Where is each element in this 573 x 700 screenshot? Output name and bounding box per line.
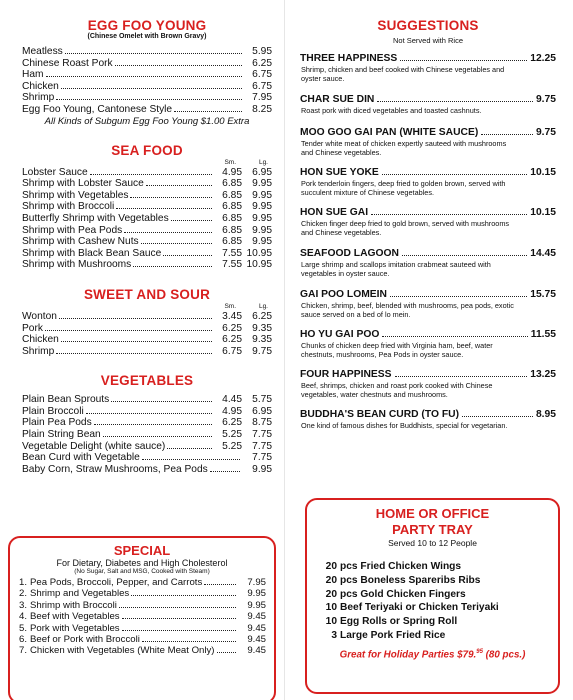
menu-item: 7. Chicken with Vegetables (White Meat Only) 9.45 (19, 645, 266, 657)
suggestions-note: Not Served with Rice (392, 36, 464, 45)
vegetables-section (22, 373, 272, 475)
menu-item: 2. Shrimp and Vegetables 9.95 (19, 588, 266, 600)
list-item: 10 Egg Rolls or Spring Roll (325, 616, 458, 628)
suggestion-item: BUDDHA'S BEAN CURD (TO FU) 8.95 One kind of famous dishes for Buddhists, special for vegetarian. (300, 409, 556, 430)
list-item: 20 pcs Gold Chicken Fingers (325, 588, 466, 600)
menu-item: Baby Corn, Straw Mushrooms, Pea Pods 9.95 (22, 463, 272, 475)
list-item: 20 pcs Boneless Spareribs Ribs (325, 574, 481, 586)
special-box (8, 536, 276, 700)
menu-item: Shrimp with Cashew Nuts 6.85 9.95 (22, 236, 272, 248)
right-column (300, 0, 556, 430)
suggestion-item: GAI POO LOMEIN 15.75 Chicken, shrimp, beef, blended with mushrooms, pea pods, exotic sauce served on a bed of lo mein. (300, 289, 556, 319)
special-subtitle-note: (No Sugar, Salt and MSG, Cooked with Steam) (74, 568, 210, 575)
left-column (22, 0, 272, 475)
suggestion-item: SEAFOOD LAGOON 14.45 Large shrimp and scallops imitation crabmeat sauteed with vegetables in oyster sauce. (300, 248, 556, 278)
menu-item: Plain Pea Pods 6.25 8.75 (22, 417, 272, 429)
party-tray-price: Great for Holiday Parties $79.95 (80 pcs.) (339, 648, 526, 661)
menu-item: 5. Pork with Vegetables 9.45 (19, 622, 266, 634)
menu-item: Bean Curd with Vegetable 7.75 (22, 452, 272, 464)
special-list (10, 577, 274, 657)
party-tray-box (305, 498, 560, 694)
menu-item: Lobster Sauce 4.95 6.95 (22, 166, 272, 178)
menu-item: Ham 6.75 (22, 69, 272, 81)
menu-item: Chicken 6.25 9.35 (22, 334, 272, 346)
party-tray-title: HOME OR OFFICE (375, 506, 490, 521)
sweet-and-sour-section (22, 287, 272, 357)
menu-item: Chicken 6.75 (22, 80, 272, 92)
special-subtitle: For Dietary, Diabetes and High Cholesterol (56, 558, 228, 568)
menu-item: Plain Broccoli 4.95 6.95 (22, 405, 272, 417)
party-tray-list (307, 560, 558, 643)
egg-foo-young-note: All Kinds of Subgum Egg Foo Young $1.00 Extra (44, 115, 250, 127)
egg-foo-young-subtitle: (Chinese Omelet with Brown Gravy) (87, 33, 207, 40)
suggestion-item: CHAR SUE DIN 9.75 Roast pork with diced vegetables and toasted cashnuts. (300, 94, 556, 115)
egg-foo-young-section (22, 18, 272, 128)
sea-food-section (22, 143, 272, 271)
suggestion-item: HO YU GAI POO 11.55 Chunks of chicken deep fried with Virginia ham, beef, water chestnuts, mushrooms, Pea Pods in oyster sauce. (300, 329, 556, 359)
column-divider (284, 0, 285, 700)
sweet-and-sour-title: SWEET AND SOUR (83, 286, 211, 302)
party-tray-title-2: PARTY TRAY (392, 522, 473, 537)
sea-food-title: SEA FOOD (111, 142, 183, 158)
menu-item: Egg Foo Young, Cantonese Style 8.25 (22, 103, 272, 115)
menu-item: Shrimp with Lobster Sauce 6.85 9.95 (22, 178, 272, 190)
menu-item: Meatless 5.95 (22, 46, 272, 57)
list-item: 10 Beef Teriyaki or Chicken Teriyaki (325, 602, 499, 614)
menu-item: Shrimp 6.75 9.75 (22, 345, 272, 357)
menu-item: Vegetable Delight (white sauce) 5.25 7.75 (22, 440, 272, 452)
menu-item: Shrimp 7.95 (22, 92, 272, 104)
size-header: Sm. Lg. (224, 302, 268, 310)
list-item: 20 pcs Fried Chicken Wings (325, 561, 462, 572)
special-title: SPECIAL (113, 543, 171, 558)
menu-item: Shrimp with Vegetables 6.85 9.95 (22, 189, 272, 201)
menu-item: Shrimp with Black Bean Sauce 7.55 10.95 (22, 247, 272, 259)
menu-item: Shrimp with Mushrooms 7.55 10.95 (22, 259, 272, 271)
menu-item: Plain Bean Sprouts 4.45 5.75 (22, 394, 272, 406)
suggestions-title: SUGGESTIONS (377, 18, 479, 33)
menu-item: Butterfly Shrimp with Vegetables 6.85 9.95 (22, 212, 272, 224)
menu-item: 6. Beef or Pork with Broccoli 9.45 (19, 633, 266, 645)
menu-item: Shrimp with Broccoli 6.85 9.95 (22, 201, 272, 213)
egg-foo-young-list (22, 46, 272, 128)
menu-item: Shrimp with Pea Pods 6.85 9.95 (22, 224, 272, 236)
egg-foo-young-title: EGG FOO YOUNG (87, 18, 207, 33)
menu-item: Pork 6.25 9.35 (22, 322, 272, 334)
party-tray-subtitle: Served 10 to 12 People (388, 538, 477, 548)
size-header: Sm. Lg. (224, 158, 268, 166)
menu-item: 3. Shrimp with Broccoli 9.95 (19, 599, 266, 611)
suggestion-item: FOUR HAPPINESS 13.25 Beef, shrimps, chicken and roast pork cooked with Chinese vegetables, water chestnuts and mushrooms. (300, 369, 556, 399)
menu-item: 1. Pea Pods, Broccoli, Pepper, and Carrots 7.95 (19, 577, 266, 588)
list-item: 3 Large Pork Fried Rice (331, 629, 446, 641)
vegetables-title: VEGETABLES (100, 373, 194, 389)
menu-item: Chinese Roast Pork 6.25 (22, 57, 272, 69)
suggestion-item: THREE HAPPINESS 12.25 Shrimp, chicken and beef cooked with Chinese vegetables and oyster sauce. (300, 53, 556, 83)
suggestion-item: MOO GOO GAI PAN (WHITE SAUCE) 9.75 Tender white meat of chicken expertly sauteed with mushrooms and Chinese vegetables. (300, 127, 556, 157)
suggestion-item: HON SUE GAI 10.15 Chicken finger deep fried to gold brown, served with mushrooms and Chinese vegetables. (300, 207, 556, 237)
menu-item: Plain String Bean 5.25 7.75 (22, 429, 272, 441)
suggestion-item: HON SUE YOKE 10.15 Pork tenderloin fingers, deep fried to golden brown, served with succulent mixture of Chinese vegetables. (300, 167, 556, 197)
menu-item: Wonton 3.45 6.25 (22, 310, 272, 322)
menu-item: 4. Beef with Vegetables 9.45 (19, 611, 266, 623)
